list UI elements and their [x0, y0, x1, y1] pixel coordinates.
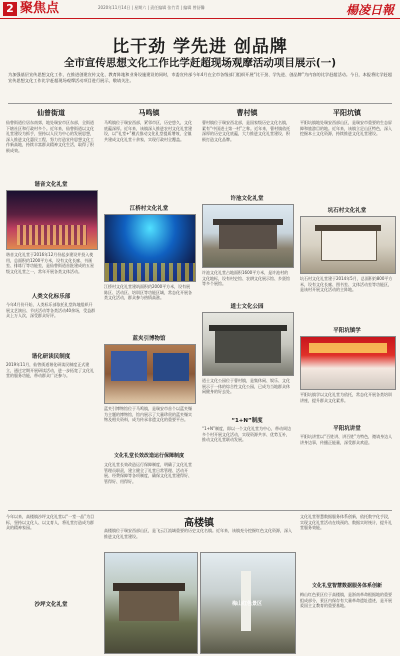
heading-c3-4: “1+N”制度 [231, 418, 263, 424]
header-divider [0, 18, 400, 19]
heading-c4-4: 平阳坑讲堂 [333, 426, 361, 432]
article-col1-e: 今年以来，高楼镇沙坪文化礼堂以“一堂一品”为目标，坚持以文化人、以文育人，将礼堂打造成为群众的精神家园。 [6, 514, 95, 531]
article-col1-c: 今年4月份开始，人类标乐部依托礼堂阵地组织开展文艺演出、节庆活动等各类活动40余场，受益群众上万人次，深受群众好评。 [6, 302, 96, 319]
heading-c2-4: 文化礼堂长效改造运行保障制度 [113, 453, 184, 459]
heading-c1-4: 谐化研读民制度 [31, 354, 71, 360]
article-col2-d: 文化礼堂长效改造运行保障制度，明确了文化礼堂管理员职责，建立健全了礼堂日常管理、活动开展、经费保障等各项制度，确保文化礼堂建得好、管得好、用得好。 [104, 462, 192, 484]
photo-xieyin-hall [6, 190, 98, 250]
header-info: 2020年11月14日 | 星期六 | 责任编辑 张竹青 | 编辑 曾舒馨 [98, 5, 205, 10]
article-col2-c: 蓝夹引博物馆位于马鸣镇，是瑞安市首个以蓝夹缬为主题的博物馆，馆内展示了大量珍贵的蓝夹缬实物及相关资料，成为传承非遗文化的重要平台。 [104, 406, 192, 423]
heading-c2-3: 蓝夹引博物馆 [132, 336, 166, 342]
photo-kengshi-hall [300, 216, 396, 274]
section-title: 聚焦点 [20, 1, 60, 16]
heading-c1-3: 人类文化标乐部 [31, 294, 71, 300]
article-col4-b: 坑石村文化礼堂建于2014年5月，总面积约800平方米，设有文化长廊、图书室、文体活动室等功能区，是该村开展文化活动的主阵地。 [300, 276, 393, 293]
article-col1-b: 谐音文化礼堂于2016年12月份起步建设并投入使用，总面积约1200平方米，设有文化长廊、书画室、排练厅等功能室，是仙曾街道首批建成的五星级文化礼堂之一，常年开展各类文体活动。 [6, 252, 94, 274]
article-col2-a: 马鸣镇位于瑞安西部，紧邻市区，历史悠久，文化底蕴深厚。近年来，该镇深入推进农村文化礼堂建设，以“礼堂+”模式推动文化礼堂提质增效，全镇共建成文化礼堂十余家，实现行政村全覆盖。 [104, 120, 192, 142]
article-col3-c: 道士文化公园位于曹村镇，是集休闲、娱乐、文化展示于一体的综合性文化公园，已成为当地群众休闲健身的好去处。 [202, 378, 290, 395]
article-col3-a: 曹村镇位于瑞安西北部，是国家级历史文化名镇，素有“中国进士第一村”之称。近年来，曹村镇依托深厚的历史文化底蕴，大力推进文化礼堂建设，积极打造文化品牌。 [202, 120, 291, 142]
heading-xianjiang: 仙曾街道 [37, 109, 65, 117]
article-col1-d: 2019年11月，仙曾街道谐化研读民制度正式建立，通过定期开展研读活动，进一步拓宽了文化礼堂的服务功能，带动群众广泛参与。 [6, 362, 94, 379]
page-number: 2 [3, 2, 17, 16]
heading-pingyangkeng: 平阳坑镇 [333, 109, 361, 117]
heading-caocun: 曹村镇 [236, 109, 258, 117]
page-header [0, 0, 400, 18]
heading-gaolou: 高楼镇 [184, 518, 214, 529]
heading-c1-5: 沙坪文化礼堂 [34, 602, 68, 608]
article-col3-b: 许池文化礼堂占地面积1600平方米，是许池村的文化地标，设有村史馆、农耕文化展示馆、乡贤馆等多个展馆。 [202, 270, 290, 287]
article-bottom-left: 高楼镇位于瑞安西部山区，是飞云江流域重要的历史文化名镇。近年来，该镇充分挖掘红色文化资源，深入推进文化礼堂建设。 [104, 528, 292, 539]
article-col4-e: 文化礼堂智慧数据服务体系创新，依托数字化手段，实现文化礼堂活动在线预约、数据实时统计，提升礼堂服务效能。 [300, 514, 392, 531]
photo-daoshi-park [202, 312, 294, 376]
article-col4-c: 平阳坑镇学以文化礼堂为依托，常态化开展各类培训讲座，提升群众文化素养。 [300, 392, 392, 403]
newspaper-logo: 楊凌日報 [345, 3, 394, 17]
section-divider [8, 103, 392, 104]
heading-c2-2: 江桥村文化礼堂 [129, 206, 169, 212]
heading-c1-2: 谐音文化礼堂 [34, 182, 68, 188]
article-col1-a: 仙曾街道位居东南郊，地处瑞安市区东部，全街道下辖社区和行政村多个。近年来，仙曾街道以文化礼堂建设为抓手，坚持以人民为中心的发展思想，深入推进文化惠民工程，努力打造宣传思想文化工作新高地，持续丰富群众精神文化生活，取得了积极成效。 [6, 120, 94, 153]
article-col4-d: 平阳坑讲堂以“百姓讲、讲百姓”为特色，邀请身边人讲身边事，传播正能量，深受群众欢迎。 [300, 434, 393, 445]
heading-c4-3: 平阳坑镇学 [333, 328, 361, 334]
heading-c3-3: 道士文化公园 [230, 304, 264, 310]
article-bottom-right: 梅山红色景区位于高楼镇，是浙南革命根据地的重要组成部分，景区内保存有大量革命遗址遗迹，是开展爱国主义教育的重要基地。 [300, 592, 392, 609]
article-col4-a: 平阳坑镇地处瑞安西部山区，是瑞安市重要的生态屏障和旅游目的地。近年来，该镇立足山区特色，深入挖掘本土文化资源，持续推进文化礼堂建设。 [300, 120, 392, 137]
photo-museum [104, 344, 196, 404]
photo-jiangqiao-hall [104, 214, 196, 282]
photo-xuchi-hall [202, 204, 294, 268]
lead-paragraph: 为加强基层宣传思想文化工作，在推进创建宣传文化、教育阵地和业务设施建设的同时，市委宣传部今年4月在全市各级部门组织开展“比干劲、学先进、创品牌”为内容的比学赶超活动。今日，本报将比学赶超宣传思想文化工作比学赶超现场观摩活动项目进行展示，敬请关注。 [8, 72, 392, 83]
heading-c4-2: 坑石村文化礼堂 [327, 208, 367, 214]
photo-gaolou-village [104, 552, 198, 654]
bottom-divider [8, 510, 392, 511]
article-col3-d: “1+N”制度，即以一个文化礼堂为中心，带动周边多个村开展文化活动，实现资源共享、优势互补，推动文化礼堂联动发展。 [202, 426, 292, 443]
article-col2-b: 江桥村文化礼堂建筑面积约2000平方米，设有展陈区、活动区、培训区等功能区域，常态化开展各类文化活动，群众参与热情高涨。 [104, 284, 192, 301]
heading-maming: 马鸣镇 [138, 109, 160, 117]
caption-meishan: 梅山红色景区 [231, 601, 262, 607]
photo-lecture-banner [300, 336, 396, 390]
heading-c4-5: 文化礼堂智慧数据服务体系创新 [311, 583, 382, 589]
page-subtitle: 全市宣传思想文化工作比学赶超现场观摩活动项目展示(一) [63, 57, 337, 69]
page-title: 比干劲 学先进 创品牌 [112, 37, 288, 57]
heading-c3-2: 许池文化礼堂 [230, 196, 264, 202]
